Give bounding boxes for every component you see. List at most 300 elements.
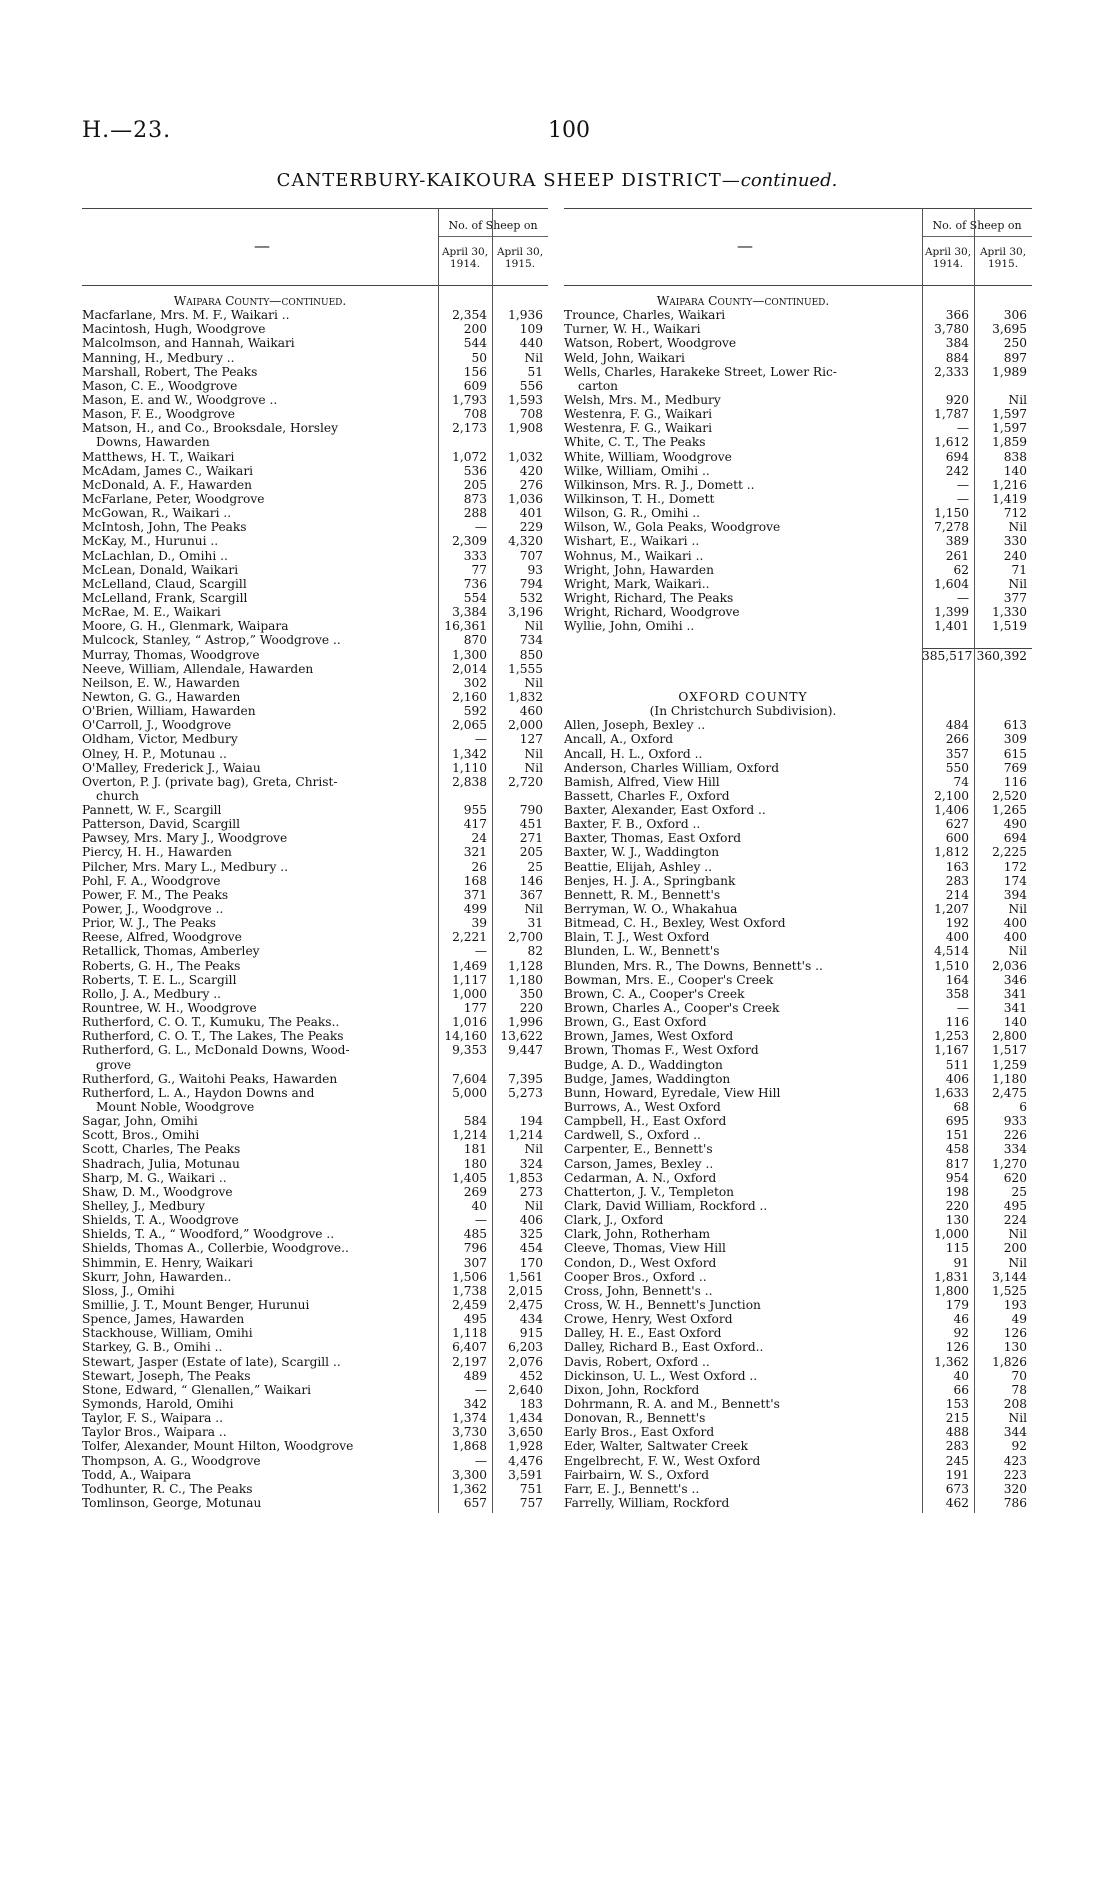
sheep-1914: — bbox=[956, 421, 969, 436]
owner-name: Wilkinson, Mrs. R. J., Domett .. bbox=[564, 477, 755, 492]
sheep-1915: 127 bbox=[519, 732, 543, 747]
table-row bbox=[82, 1482, 548, 1496]
table-row bbox=[82, 1001, 548, 1015]
table-header bbox=[564, 208, 1032, 286]
sheep-1915: 1,597 bbox=[992, 407, 1027, 422]
table-row bbox=[564, 845, 1032, 859]
sheep-1915: 174 bbox=[1003, 873, 1027, 888]
sheep-1914: 2,459 bbox=[452, 1297, 487, 1312]
sheep-1914: 7,278 bbox=[934, 520, 969, 535]
table-row bbox=[564, 1496, 1032, 1510]
table-row bbox=[82, 1128, 548, 1142]
sheep-1914: — bbox=[474, 1453, 487, 1468]
sheep-1914: 489 bbox=[463, 1368, 487, 1383]
sheep-1914: 3,780 bbox=[934, 322, 969, 337]
table-row bbox=[82, 1171, 548, 1185]
owner-name: Mulcock, Stanley, “ Astrop,” Woodgrove .. bbox=[82, 633, 341, 648]
sheep-1915: 1,517 bbox=[992, 1043, 1027, 1058]
table-row bbox=[564, 605, 1032, 619]
sheep-1915: 341 bbox=[1003, 1001, 1027, 1016]
sheep-1914: 130 bbox=[945, 1213, 969, 1228]
sheep-1915: 2,015 bbox=[508, 1283, 543, 1298]
page-number: 100 bbox=[548, 118, 590, 143]
sheep-1914: 694 bbox=[945, 449, 969, 464]
sheep-1914: 3,300 bbox=[452, 1467, 487, 1482]
sheep-1914: 695 bbox=[945, 1114, 969, 1129]
sheep-1915: 452 bbox=[519, 1368, 543, 1383]
owner-name: Bamish, Alfred, View Hill bbox=[564, 774, 720, 789]
sheep-1915: Nil bbox=[524, 1199, 543, 1213]
sheep-1914: 126 bbox=[945, 1340, 969, 1355]
table-row bbox=[564, 1029, 1032, 1043]
sheep-1914: 796 bbox=[463, 1241, 487, 1256]
table-row bbox=[564, 1454, 1032, 1468]
sheep-1914: 2,354 bbox=[452, 308, 487, 323]
owner-name: Matson, H., and Co., Brooksdale, Horsley bbox=[82, 421, 339, 436]
owner-name: McFarlane, Peter, Woodgrove bbox=[82, 491, 265, 506]
sheep-1915: 786 bbox=[1003, 1495, 1027, 1510]
owner-name: Wilke, William, Omihi .. bbox=[564, 463, 710, 478]
sheep-1914: 955 bbox=[463, 803, 487, 818]
table-row bbox=[564, 1100, 1032, 1114]
table-row bbox=[564, 407, 1032, 421]
sheep-1914: 389 bbox=[945, 534, 969, 549]
table-row bbox=[564, 1482, 1032, 1496]
owner-name: Wishart, E., Waikari .. bbox=[564, 534, 700, 549]
owner-name: Prior, W. J., The Peaks bbox=[82, 916, 217, 931]
sheep-1915: 850 bbox=[519, 647, 543, 662]
sheep-1915: 116 bbox=[1003, 774, 1027, 789]
sheep-1914: 657 bbox=[463, 1495, 487, 1510]
sheep-1915: 1,180 bbox=[992, 1071, 1027, 1086]
sheep-1914: 151 bbox=[945, 1128, 969, 1143]
sheep-1914: 499 bbox=[463, 902, 487, 917]
sheep-1915: 420 bbox=[519, 463, 543, 478]
sheep-1915: 406 bbox=[519, 1213, 543, 1228]
sheep-1915: 276 bbox=[519, 477, 543, 492]
sheep-1914: — bbox=[956, 491, 969, 506]
table-row bbox=[82, 1199, 548, 1213]
table-row bbox=[82, 506, 548, 520]
table-row bbox=[82, 591, 548, 605]
table-row bbox=[82, 916, 548, 930]
table-row bbox=[82, 435, 548, 449]
owner-name: Neilson, E. W., Hawarden bbox=[82, 675, 240, 690]
sheep-1915: 3,650 bbox=[508, 1425, 543, 1440]
sheep-1914: 1,362 bbox=[452, 1481, 487, 1496]
sheep-1914: 77 bbox=[471, 562, 487, 577]
owner-name: Matthews, H. T., Waikari bbox=[82, 449, 235, 464]
table-row bbox=[564, 1312, 1032, 1326]
sheep-1914: 1,374 bbox=[452, 1411, 487, 1426]
table-row bbox=[82, 1425, 548, 1439]
header-dash: — bbox=[254, 236, 270, 255]
sheep-1915: 423 bbox=[1003, 1453, 1027, 1468]
sheep-1915: Nil bbox=[524, 1142, 543, 1157]
table-row bbox=[82, 1227, 548, 1241]
sheep-1914: 2,309 bbox=[452, 534, 487, 549]
sheep-1915: 367 bbox=[519, 887, 543, 902]
table-row bbox=[564, 1326, 1032, 1340]
sheep-1915: 273 bbox=[519, 1184, 543, 1199]
table-row bbox=[82, 1383, 548, 1397]
sheep-1915: 933 bbox=[1003, 1114, 1027, 1129]
sheep-1915: 71 bbox=[1011, 562, 1027, 577]
table-row bbox=[564, 1397, 1032, 1411]
sheep-1914 bbox=[438, 789, 492, 803]
owner-name: Dalley, H. E., East Oxford bbox=[564, 1326, 722, 1341]
table-row bbox=[564, 662, 1032, 676]
sheep-1914: — bbox=[956, 1001, 969, 1016]
owner-name: Wright, Mark, Waikari.. bbox=[564, 576, 710, 591]
owner-name: Early Bros., East Oxford bbox=[564, 1425, 715, 1440]
owner-name: Power, J., Woodgrove .. bbox=[82, 902, 224, 917]
owner-name: Wilkinson, T. H., Domett bbox=[564, 491, 715, 506]
sheep-1915: Nil bbox=[524, 746, 543, 761]
owner-name: McIntosh, John, The Peaks bbox=[82, 520, 247, 535]
table-row bbox=[82, 450, 548, 464]
table-row bbox=[564, 1241, 1032, 1255]
table-row bbox=[82, 563, 548, 577]
table-body bbox=[82, 286, 548, 1510]
sheep-1914 bbox=[922, 690, 974, 704]
section-heading bbox=[82, 294, 548, 308]
owner-name: Reese, Alfred, Woodgrove bbox=[82, 930, 242, 945]
owner-name bbox=[82, 294, 438, 308]
table-row bbox=[564, 718, 1032, 732]
sheep-1914: 9,353 bbox=[452, 1043, 487, 1058]
sheep-1915: 325 bbox=[519, 1227, 543, 1242]
table-row bbox=[564, 549, 1032, 563]
table-row bbox=[82, 1496, 548, 1510]
owner-name: Ancall, H. L., Oxford .. bbox=[564, 746, 703, 761]
sheep-1914: 1,401 bbox=[934, 619, 969, 634]
sheep-1915: 556 bbox=[519, 378, 543, 393]
sheep-1915: 193 bbox=[1003, 1297, 1027, 1312]
table-row bbox=[564, 1425, 1032, 1439]
owner-name: Davis, Robert, Oxford .. bbox=[564, 1354, 710, 1369]
table-row bbox=[82, 1142, 548, 1156]
owner-name: Rutherford, G. L., McDonald Downs, Wood- bbox=[82, 1043, 350, 1058]
owner-name: Mount Noble, Woodgrove bbox=[96, 1100, 255, 1115]
sheep-1915: 2,800 bbox=[992, 1029, 1027, 1044]
table-row bbox=[82, 577, 548, 591]
sheep-1915: 1,265 bbox=[992, 803, 1027, 818]
sheep-1914: 2,160 bbox=[452, 689, 487, 704]
table-body bbox=[564, 286, 1032, 1510]
sheep-1914: 245 bbox=[945, 1453, 969, 1468]
sheep-1915: 838 bbox=[1003, 449, 1027, 464]
table-row bbox=[82, 379, 548, 393]
table-row bbox=[82, 789, 548, 803]
sheep-1915: 250 bbox=[1003, 336, 1027, 351]
sheep-1915: 78 bbox=[1011, 1382, 1027, 1397]
owner-name: O'Brien, William, Hawarden bbox=[82, 704, 256, 719]
sheep-1915: 1,561 bbox=[508, 1269, 543, 1284]
table-row bbox=[82, 322, 548, 336]
table-row bbox=[564, 874, 1032, 888]
owner-name: McGowan, R., Waikari .. bbox=[82, 506, 232, 521]
table-row bbox=[564, 520, 1032, 534]
sheep-1915 bbox=[974, 704, 1032, 718]
owner-name: Brown, C. A., Cooper's Creek bbox=[564, 986, 745, 1001]
sheep-1914: 66 bbox=[953, 1382, 969, 1397]
table-row bbox=[564, 916, 1032, 930]
sheep-1915: 694 bbox=[1003, 831, 1027, 846]
table-row bbox=[82, 1256, 548, 1270]
sheep-1914: 40 bbox=[471, 1199, 487, 1213]
owner-name: Dickinson, U. L., West Oxford .. bbox=[564, 1368, 758, 1383]
sheep-1914: 168 bbox=[463, 873, 487, 888]
owner-name: Skurr, John, Hawarden.. bbox=[82, 1269, 232, 1284]
table-row bbox=[82, 633, 548, 647]
sheep-1914 bbox=[922, 633, 974, 647]
sheep-1915: 1,593 bbox=[508, 392, 543, 407]
sheep-1914: 1,072 bbox=[452, 449, 487, 464]
sheep-1914: 177 bbox=[463, 1001, 487, 1016]
table-row bbox=[564, 591, 1032, 605]
sheep-1914: 462 bbox=[945, 1495, 969, 1510]
table-row bbox=[564, 1355, 1032, 1369]
owner-name: Bunn, Howard, Eyredale, View Hill bbox=[564, 1085, 781, 1100]
sheep-1915: 140 bbox=[1003, 1015, 1027, 1030]
table-row bbox=[82, 1312, 548, 1326]
owner-name: Wilson, G. R., Omihi .. bbox=[564, 506, 700, 521]
sheep-1915: 440 bbox=[519, 336, 543, 351]
column-rule bbox=[438, 208, 439, 1513]
sheep-1915: Nil bbox=[1008, 1255, 1027, 1270]
sheep-1914: 417 bbox=[463, 817, 487, 832]
sheep-1914: 4,514 bbox=[934, 944, 969, 959]
owner-name: Taylor Bros., Waipara .. bbox=[82, 1425, 227, 1440]
sheep-1915: Nil bbox=[1008, 944, 1027, 959]
sheep-1914: 91 bbox=[953, 1255, 969, 1270]
table-row bbox=[564, 633, 1032, 647]
sheep-1915: 2,640 bbox=[508, 1382, 543, 1397]
owner-name: Tomlinson, George, Motunau bbox=[82, 1495, 262, 1510]
table-row bbox=[564, 1270, 1032, 1284]
sheep-1915: 330 bbox=[1003, 534, 1027, 549]
owner-name: Engelbrecht, F. W., West Oxford bbox=[564, 1453, 761, 1468]
owner-name: Bassett, Charles F., Oxford bbox=[564, 788, 730, 803]
owner-name: Moore, G. H., Glenmark, Waipara bbox=[82, 619, 289, 634]
owner-name: Power, F. M., The Peaks bbox=[82, 887, 229, 902]
sheep-1915: 897 bbox=[1003, 350, 1027, 365]
sheep-1915 bbox=[974, 633, 1032, 647]
table-row bbox=[564, 1142, 1032, 1156]
sheep-1915 bbox=[492, 1100, 548, 1114]
owner-name: Weld, John, Waikari bbox=[564, 350, 685, 365]
sheep-1914: 1,510 bbox=[934, 958, 969, 973]
table-row bbox=[82, 351, 548, 365]
table-row bbox=[564, 365, 1032, 379]
sheep-1915: 2,475 bbox=[992, 1085, 1027, 1100]
header-april-1915: April 30, 1915. bbox=[496, 246, 544, 270]
sheep-1914: 115 bbox=[945, 1241, 969, 1256]
sheep-1915: 51 bbox=[527, 364, 543, 379]
table-row bbox=[564, 1058, 1032, 1072]
table-row bbox=[82, 1100, 548, 1114]
sheep-1914: 164 bbox=[945, 972, 969, 987]
sheep-1915: 126 bbox=[1003, 1326, 1027, 1341]
table-row bbox=[564, 860, 1032, 874]
sheep-1914: 39 bbox=[471, 916, 487, 931]
table-row bbox=[82, 1043, 548, 1057]
owner-name: Carpenter, E., Bennett's bbox=[564, 1142, 713, 1157]
table-row bbox=[82, 831, 548, 845]
sheep-1915: 1,180 bbox=[508, 972, 543, 987]
sheep-1914: 1,405 bbox=[452, 1170, 487, 1185]
owner-name: Budge, A. D., Waddington bbox=[564, 1057, 723, 1072]
column-rule bbox=[492, 208, 493, 1513]
owner-name: Baxter, Thomas, East Oxford bbox=[564, 831, 742, 846]
table-row bbox=[564, 888, 1032, 902]
header-dash: — bbox=[737, 236, 753, 255]
sheep-1914: 1,300 bbox=[452, 647, 487, 662]
sheep-1914: 200 bbox=[463, 322, 487, 337]
owner-name: Bitmead, C. H., Bexley, West Oxford bbox=[564, 916, 786, 931]
owner-name: Scott, Charles, The Peaks bbox=[82, 1142, 241, 1157]
owner-name: Dohrmann, R. A. and M., Bennett's bbox=[564, 1396, 780, 1411]
table-row bbox=[564, 973, 1032, 987]
sheep-1914: 400 bbox=[945, 930, 969, 945]
table-row bbox=[564, 803, 1032, 817]
owner-name: Roberts, T. E. L., Scargill bbox=[82, 972, 237, 987]
sheep-1914: 592 bbox=[463, 704, 487, 719]
owner-name: Cedarman, A. N., Oxford bbox=[564, 1170, 717, 1185]
header-no-of-sheep: No. of Sheep on bbox=[438, 219, 548, 237]
sheep-1915: 146 bbox=[519, 873, 543, 888]
owner-name: Baxter, W. J., Waddington bbox=[564, 845, 720, 860]
owner-name: Shields, T. A., “ Woodford,” Woodgrove .. bbox=[82, 1227, 335, 1242]
table-row bbox=[82, 1397, 548, 1411]
sheep-1914: 2,014 bbox=[452, 661, 487, 676]
owner-name: Symonds, Harold, Omihi bbox=[82, 1396, 234, 1411]
owner-name: Berryman, W. O., Whakahua bbox=[564, 902, 738, 917]
sheep-1915: 1,989 bbox=[992, 364, 1027, 379]
sheep-1914 bbox=[438, 435, 492, 449]
owner-name: O'Carroll, J., Woodgrove bbox=[82, 718, 232, 733]
sheep-1914: 269 bbox=[463, 1184, 487, 1199]
owner-name: Baxter, F. B., Oxford .. bbox=[564, 817, 701, 832]
sheep-1914 bbox=[922, 379, 974, 393]
sheep-1915: 320 bbox=[1003, 1481, 1027, 1496]
table-row bbox=[564, 1298, 1032, 1312]
owner-name: Blunden, Mrs. R., The Downs, Bennett's .. bbox=[564, 958, 823, 973]
sheep-1914: — bbox=[474, 1382, 487, 1397]
owner-name: McDonald, A. F., Hawarden bbox=[82, 477, 252, 492]
owner-name: Patterson, David, Scargill bbox=[82, 817, 241, 832]
owner-name: Wohnus, M., Waikari .. bbox=[564, 548, 704, 563]
sheep-1914: 544 bbox=[463, 336, 487, 351]
sheep-1914: 358 bbox=[945, 986, 969, 1001]
table-row bbox=[564, 1369, 1032, 1383]
sheep-1915: 224 bbox=[1003, 1213, 1027, 1228]
owner-name: OXFORD COUNTY bbox=[678, 689, 808, 704]
sheep-1915: 1,908 bbox=[508, 421, 543, 436]
sheep-1914: 1,207 bbox=[934, 902, 969, 917]
table-row bbox=[564, 421, 1032, 435]
sheep-1914: 2,173 bbox=[452, 421, 487, 436]
owner-name: Olney, H. P., Motunau .. bbox=[82, 746, 227, 761]
sheep-1915: 346 bbox=[1003, 972, 1027, 987]
sheep-1915: 1,859 bbox=[992, 435, 1027, 450]
owner-name: Clark, J., Oxford bbox=[564, 1213, 664, 1228]
table-row bbox=[82, 1439, 548, 1453]
title-continued: continued. bbox=[740, 170, 838, 191]
table-row bbox=[564, 1411, 1032, 1425]
owner-name: Burrows, A., West Oxford bbox=[564, 1100, 721, 1115]
table-row bbox=[82, 676, 548, 690]
sheep-1915: 613 bbox=[1003, 718, 1027, 733]
sheep-1915: 707 bbox=[519, 548, 543, 563]
table-row bbox=[82, 1058, 548, 1072]
table-row bbox=[564, 831, 1032, 845]
owner-name: Stewart, Jasper (Estate of late), Scargill .. bbox=[82, 1354, 341, 1369]
table-row bbox=[564, 308, 1032, 322]
owner-name: Smillie, J. T., Mount Benger, Hurunui bbox=[82, 1297, 310, 1312]
sheep-1915: 1,259 bbox=[992, 1057, 1027, 1072]
table-row bbox=[564, 1199, 1032, 1213]
table-row bbox=[564, 775, 1032, 789]
sheep-1915: 208 bbox=[1003, 1396, 1027, 1411]
sheep-1915: 1,928 bbox=[508, 1439, 543, 1454]
owner-name: Cross, W. H., Bennett's Junction bbox=[564, 1297, 761, 1312]
owner-name: Westenra, F. G., Waikari bbox=[564, 421, 713, 436]
table-row bbox=[564, 1185, 1032, 1199]
table-row bbox=[82, 1298, 548, 1312]
owner-name: Piercy, H. H., Hawarden bbox=[82, 845, 232, 860]
sheep-1915: 451 bbox=[519, 817, 543, 832]
column-rule bbox=[974, 208, 975, 1513]
sheep-1914: 536 bbox=[463, 463, 487, 478]
owner-name: Rutherford, C. O. T., The Lakes, The Peaks bbox=[82, 1029, 344, 1044]
sheep-1914: 1,793 bbox=[452, 392, 487, 407]
sheep-1915: 2,720 bbox=[508, 774, 543, 789]
table-row bbox=[564, 1001, 1032, 1015]
owner-name: Beattie, Elijah, Ashley .. bbox=[564, 859, 712, 874]
owner-name: Roberts, G. H., The Peaks bbox=[82, 958, 241, 973]
sheep-1914: 554 bbox=[463, 590, 487, 605]
owner-name: Benjes, H. J. A., Springbank bbox=[564, 873, 736, 888]
owner-name: Blain, T. J., West Oxford bbox=[564, 930, 710, 945]
owner-name: Pohl, F. A., Woodgrove bbox=[82, 873, 221, 888]
header-april-1914: April 30, 1914. bbox=[924, 246, 972, 270]
table-row bbox=[564, 577, 1032, 591]
owner-name: Thompson, A. G., Woodgrove bbox=[82, 1453, 261, 1468]
owner-name: Rountree, W. H., Woodgrove bbox=[82, 1001, 257, 1016]
sheep-1914: 1,406 bbox=[934, 803, 969, 818]
sheep-1914: 288 bbox=[463, 506, 487, 521]
table-row bbox=[82, 308, 548, 322]
sheep-1914: 153 bbox=[945, 1396, 969, 1411]
owner-name: Watson, Robert, Woodgrove bbox=[564, 336, 737, 351]
sheep-1915: 205 bbox=[519, 845, 543, 860]
table-row bbox=[564, 506, 1032, 520]
sheep-1915: 4,320 bbox=[508, 534, 543, 549]
sheep-1914: 954 bbox=[945, 1170, 969, 1185]
sheep-1915: 13,622 bbox=[500, 1029, 543, 1044]
owner-name: Carson, James, Bexley .. bbox=[564, 1156, 714, 1171]
table-row bbox=[82, 761, 548, 775]
owner-name: O'Malley, Frederick J., Waiau bbox=[82, 760, 261, 775]
owner-name: Brown, Thomas F., West Oxford bbox=[564, 1043, 759, 1058]
table-row bbox=[564, 789, 1032, 803]
table-row bbox=[564, 761, 1032, 775]
sheep-1915: 200 bbox=[1003, 1241, 1027, 1256]
table-row bbox=[82, 902, 548, 916]
table-row bbox=[564, 450, 1032, 464]
